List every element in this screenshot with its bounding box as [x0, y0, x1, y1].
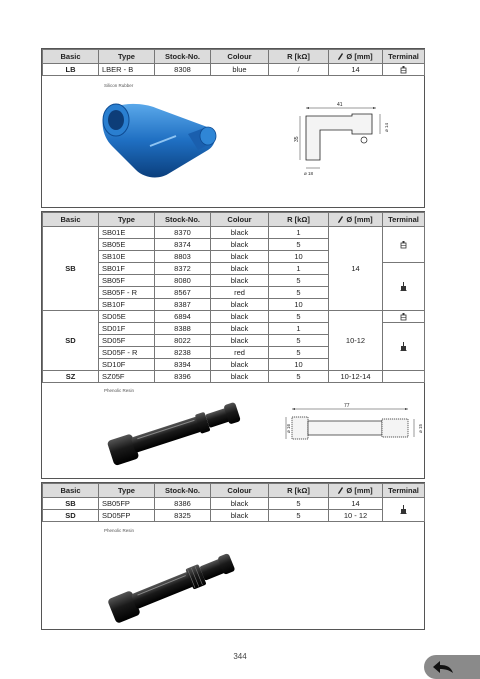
colour-cell: black	[211, 299, 269, 311]
header-basic: Basic	[43, 50, 99, 64]
pen-diameter-icon	[338, 53, 343, 60]
table-header-row	[43, 213, 425, 227]
dim-length-label: 77	[344, 403, 350, 409]
r-cell: 1	[269, 227, 329, 239]
header-dia: Ø [mm]	[329, 50, 383, 64]
header-stock: Stock-No.	[155, 50, 211, 64]
stock-cell: 8080	[155, 275, 211, 287]
back-button[interactable]	[424, 655, 480, 679]
stock-cell: 8372	[155, 263, 211, 275]
dia-cell-sb: 14	[329, 227, 383, 311]
stock-cell: 8325	[155, 510, 211, 522]
table-row	[43, 311, 425, 323]
terminal-cell	[383, 64, 425, 76]
colour-cell: red	[211, 347, 269, 359]
pen-diameter-icon	[338, 487, 343, 494]
table-row	[43, 64, 425, 76]
type-cell: SB05F	[99, 275, 155, 287]
type-cell: SZ05F	[99, 371, 155, 383]
dia-cell: 14	[329, 64, 383, 76]
header-r: R [kΩ]	[269, 213, 329, 227]
product-photo-black-straight-boot	[102, 397, 252, 459]
dia-cell: 14	[329, 498, 383, 510]
colour-cell: black	[211, 498, 269, 510]
table-header-row	[43, 484, 425, 498]
r-cell: 10	[269, 299, 329, 311]
type-cell: SD05F	[99, 335, 155, 347]
page-number: 344	[233, 652, 247, 661]
r-cell: /	[269, 64, 329, 76]
r-cell: 5	[269, 311, 329, 323]
header-colour: Colour	[211, 484, 269, 498]
colour-cell: black	[211, 510, 269, 522]
header-type: Type	[99, 213, 155, 227]
basic-cell: SB	[43, 498, 99, 510]
header-stock: Stock-No.	[155, 213, 211, 227]
header-type: Type	[99, 50, 155, 64]
r-cell: 5	[269, 287, 329, 299]
r-cell: 10	[269, 251, 329, 263]
stock-cell: 8803	[155, 251, 211, 263]
dia-cell-sz: 10-12-14	[329, 371, 383, 383]
dimension-drawing-sb	[282, 399, 422, 459]
colour-cell: black	[211, 263, 269, 275]
r-cell: 5	[269, 239, 329, 251]
product-block-lb	[41, 48, 425, 208]
header-terminal: Terminal	[383, 213, 425, 227]
terminal-cell	[383, 311, 425, 323]
r-cell: 5	[269, 498, 329, 510]
terminal-screw-icon	[400, 342, 407, 351]
back-arrow-icon	[432, 660, 454, 674]
dim-left-label: ø 16	[286, 423, 291, 433]
terminal-connector-icon	[400, 313, 407, 321]
product-figure-area	[42, 522, 424, 628]
terminal-cell	[383, 227, 425, 263]
type-cell: SB10E	[99, 251, 155, 263]
r-cell: 1	[269, 263, 329, 275]
table-row	[43, 371, 425, 383]
product-figure-area	[42, 383, 424, 473]
header-r: R [kΩ]	[269, 50, 329, 64]
header-stock: Stock-No.	[155, 484, 211, 498]
stock-cell: 6894	[155, 311, 211, 323]
colour-cell: black	[211, 359, 269, 371]
stock-cell: 8396	[155, 371, 211, 383]
spec-table-fp	[42, 483, 425, 522]
stock-cell: 8238	[155, 347, 211, 359]
header-colour: Colour	[211, 50, 269, 64]
colour-cell: blue	[211, 64, 269, 76]
table-row	[43, 227, 425, 239]
colour-cell: black	[211, 335, 269, 347]
type-cell: SB05E	[99, 239, 155, 251]
r-cell: 5	[269, 347, 329, 359]
dim-height-label: 35	[294, 136, 300, 142]
type-cell: SB05F - R	[99, 287, 155, 299]
type-cell: SB05FP	[99, 498, 155, 510]
dim-bottom-label: ø 18	[304, 171, 314, 176]
dimension-drawing-lb	[292, 100, 392, 180]
stock-cell: 8370	[155, 227, 211, 239]
terminal-connector-icon	[400, 241, 407, 249]
colour-cell: black	[211, 323, 269, 335]
header-type: Type	[99, 484, 155, 498]
r-cell: 5	[269, 510, 329, 522]
basic-cell-sd: SD	[43, 311, 99, 371]
dim-width-label: ø 14	[384, 122, 389, 132]
colour-cell: black	[211, 275, 269, 287]
spec-table-sb-sd-sz	[42, 212, 425, 383]
product-photo-black-boot-fp	[102, 538, 252, 618]
terminal-cell	[383, 498, 425, 522]
product-figure-area	[42, 76, 424, 207]
product-block-sb-sd-sz	[41, 211, 425, 479]
header-dia: Ø [mm]	[329, 484, 383, 498]
colour-cell: black	[211, 311, 269, 323]
terminal-cell	[383, 323, 425, 371]
dia-cell: 10 - 12	[329, 510, 383, 522]
dim-right-label: ø 15	[418, 423, 423, 433]
r-cell: 1	[269, 323, 329, 335]
dim-length-label: 41	[337, 102, 343, 108]
material-label: Phenolic Resin	[104, 528, 135, 533]
type-cell: SD10F	[99, 359, 155, 371]
r-cell: 5	[269, 275, 329, 287]
header-basic: Basic	[43, 213, 99, 227]
stock-cell: 8308	[155, 64, 211, 76]
type-cell: SD01F	[99, 323, 155, 335]
r-cell: 10	[269, 359, 329, 371]
stock-cell: 8386	[155, 498, 211, 510]
basic-cell-sz: SZ	[43, 371, 99, 383]
header-basic: Basic	[43, 484, 99, 498]
material-label: Silicon Rubber	[104, 83, 134, 88]
product-photo-blue-boot	[96, 90, 226, 190]
stock-cell: 8388	[155, 323, 211, 335]
terminal-screw-icon	[400, 505, 407, 514]
header-r: R [kΩ]	[269, 484, 329, 498]
stock-cell: 8022	[155, 335, 211, 347]
basic-cell: LB	[43, 64, 99, 76]
header-terminal: Terminal	[383, 484, 425, 498]
type-cell: SD05F - R	[99, 347, 155, 359]
terminal-connector-icon	[400, 66, 407, 74]
terminal-screw-icon	[400, 282, 407, 291]
header-terminal: Terminal	[383, 50, 425, 64]
type-cell: SB01F	[99, 263, 155, 275]
material-label: Phenolic Resin	[104, 388, 135, 393]
spec-table-lb	[42, 49, 425, 76]
type-cell: SB10F	[99, 299, 155, 311]
type-cell: LBER - B	[99, 64, 155, 76]
table-row	[43, 510, 425, 522]
stock-cell: 8394	[155, 359, 211, 371]
terminal-cell	[383, 371, 425, 383]
product-block-fp	[41, 482, 425, 630]
colour-cell: black	[211, 239, 269, 251]
table-row	[43, 498, 425, 510]
colour-cell: red	[211, 287, 269, 299]
pen-diameter-icon	[338, 216, 343, 223]
stock-cell: 8374	[155, 239, 211, 251]
dia-cell-sd: 10-12	[329, 311, 383, 371]
basic-cell: SD	[43, 510, 99, 522]
colour-cell: black	[211, 227, 269, 239]
stock-cell: 8387	[155, 299, 211, 311]
colour-cell: black	[211, 251, 269, 263]
r-cell: 5	[269, 371, 329, 383]
terminal-cell	[383, 263, 425, 311]
stock-cell: 8567	[155, 287, 211, 299]
r-cell: 5	[269, 335, 329, 347]
header-colour: Colour	[211, 213, 269, 227]
type-cell: SB01E	[99, 227, 155, 239]
basic-cell-sb: SB	[43, 227, 99, 311]
header-dia: Ø [mm]	[329, 213, 383, 227]
table-header-row	[43, 50, 425, 64]
type-cell: SD05FP	[99, 510, 155, 522]
type-cell: SD05E	[99, 311, 155, 323]
colour-cell: black	[211, 371, 269, 383]
